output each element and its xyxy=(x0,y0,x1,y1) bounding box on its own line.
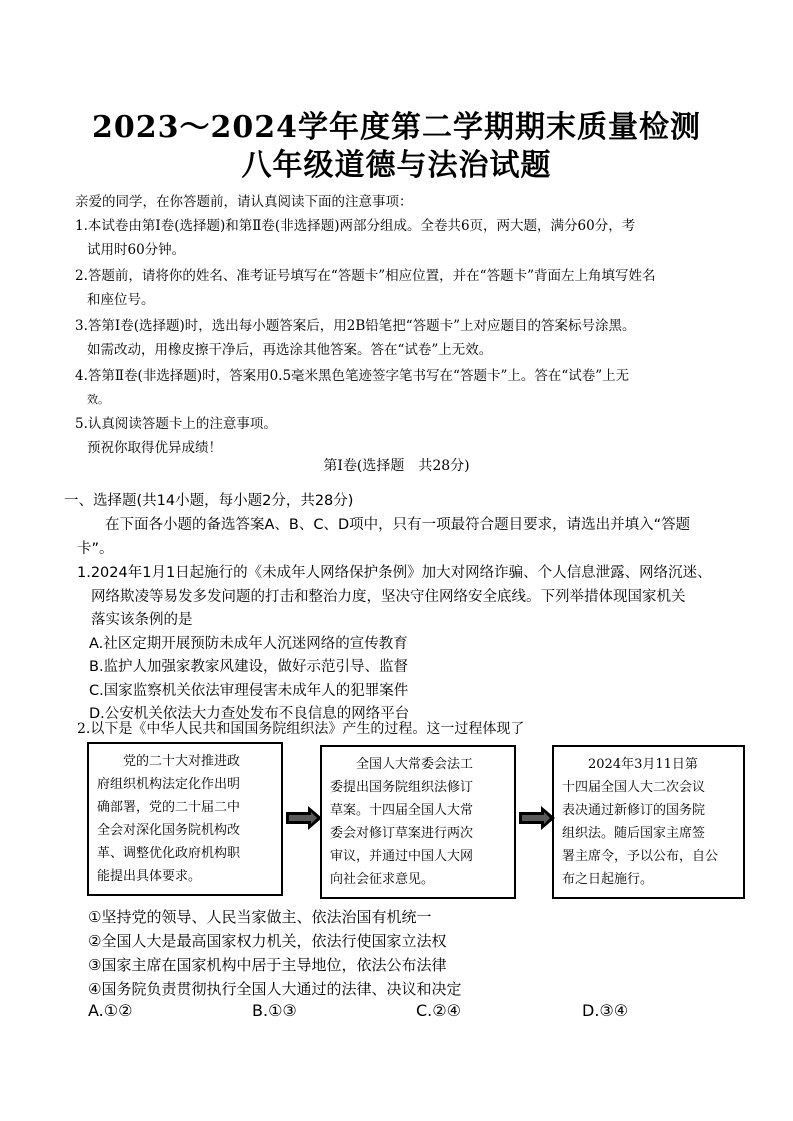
q1-option-d: D.公安机关依法大力查处发布不良信息的网络平台 xyxy=(89,706,410,722)
q1-stem-2: 网络欺凌等易发多发问题的打击和整治力度，坚决守住网络安全底线。下列举措体现国家机关 xyxy=(91,588,686,605)
arrow-right-icon xyxy=(519,806,555,830)
notice-item-4: 4.答第Ⅱ卷(非选择题)时，答案用0.5毫米黑色笔迹签字笔书写在“答题卡”上。答在“试卷”上无 xyxy=(75,368,630,384)
notice-item-5: 5.认真阅读答题卡上的注意事项。 xyxy=(75,416,277,432)
box3-line: 表决通过新修订的国务院 xyxy=(562,803,706,818)
box2-line: 委会对修订草案进行两次 xyxy=(330,826,474,841)
box2-line: 草案。十四届全国人大常 xyxy=(330,803,474,818)
box3-line: 2024年3月11日第 xyxy=(588,757,698,772)
q2-statement-4: ④国务院负责贯彻执行全国人大通过的法律、决议和决定 xyxy=(88,980,462,998)
q2-choice-a: A.①② xyxy=(88,1001,133,1020)
notice-item-1-cont: 试用时60分钟。 xyxy=(87,242,186,258)
q2-statement-2: ②全国人大是最高国家权力机关，依法行使国家立法权 xyxy=(88,932,447,950)
box3-line: 布之日起施行。 xyxy=(562,872,654,887)
notice-wish: 预祝你取得优异成绩！ xyxy=(87,440,222,456)
box1-line: 确部署，党的二十届二中 xyxy=(97,800,241,815)
section-heading: 第Ⅰ卷(选择题 共28分) xyxy=(323,458,470,474)
q2-stem: 2.以下是《中华人民共和国国务院组织法》产生的过程。这一过程体现了 xyxy=(77,721,525,737)
process-box-1 xyxy=(87,742,283,896)
arrow-right-icon xyxy=(286,806,322,830)
box2-line: 全国人大常委会法工 xyxy=(356,757,474,772)
box1-line: 府组织机构法定化作出明 xyxy=(97,777,241,792)
process-box-2 xyxy=(320,745,516,899)
instruction-line-2: 卡”。 xyxy=(77,540,114,557)
box1-line: 革、调整优化政府机构职 xyxy=(97,846,241,861)
box1-line: 全会对深化国务院机构改 xyxy=(97,823,241,838)
notice-item-3-cont: 如需改动，用橡皮擦干净后，再选涂其他答案。答在“试卷”上无效。 xyxy=(87,342,493,358)
instruction xyxy=(77,514,742,561)
exam-subtitle: 八年级道德与法治试题 xyxy=(241,148,552,183)
box2-line: 向社会征求意见。 xyxy=(330,872,435,887)
process-box-3 xyxy=(552,745,745,899)
notice-item-2: 2.答题前，请将你的姓名、准考证号填写在“答题卡”相应位置，并在“答题卡”背面左上角填写姓名 xyxy=(75,268,656,284)
exam-title: 2023～2024学年度第二学期期末质量检测 xyxy=(92,110,701,145)
box1-line: 党的二十大对推进政 xyxy=(123,754,241,769)
box1-line: 能提出具体要求。 xyxy=(97,869,202,884)
q2-statement-1: ①坚持党的领导、人民当家做主、依法治国有机统一 xyxy=(88,908,432,926)
q1-option-b: B.监护人加强家教家风建设，做好示范引导、监督 xyxy=(89,659,409,675)
q2-statement-3: ③国家主席在国家机构中居于主导地位，依法公布法律 xyxy=(88,956,447,974)
q2-choice-d: D.③④ xyxy=(582,1001,629,1020)
notice-item-1: 1.本试卷由第Ⅰ卷(选择题)和第Ⅱ卷(非选择题)两部分组成。全卷共6页，两大题，满分60分，考 xyxy=(75,218,636,234)
q1-stem-3: 落实该条例的是 xyxy=(91,612,193,628)
question-1 xyxy=(77,562,742,727)
q1-stem-1: 1.2024年1月1日起施行的《未成年人网络保护条例》加大对网络诈骗、个人信息泄露、网络沉迷、 xyxy=(77,565,712,581)
q1-option-a: A.社区定期开展预防未成年人沉迷网络的宣传教育 xyxy=(89,635,408,652)
q1-option-c: C.国家监察机关依法审理侵害未成年人的犯罪案件 xyxy=(89,682,409,699)
notice-greeting: 亲爱的同学，在你答题前，请认真阅读下面的注意事项： xyxy=(75,194,413,210)
box2-line: 委提出国务院组织法修订 xyxy=(330,780,474,795)
box3-line: 十四届全国人大二次会议 xyxy=(562,780,706,795)
q2-statements xyxy=(88,905,753,1001)
question-2-stem xyxy=(77,718,742,742)
instruction-line-1: 在下面各小题的备选答案A、B、C、D项中，只有一项最符合题目要求，请选出并填入“答题 xyxy=(105,517,691,533)
notice-block xyxy=(75,190,740,460)
q2-choice-c: C.②④ xyxy=(416,1001,461,1020)
notice-item-2-cont: 和座位号。 xyxy=(87,292,155,308)
box3-line: 组织法。随后国家主席签 xyxy=(562,826,706,841)
box2-line: 审议，并通过中国人大网 xyxy=(330,849,474,864)
notice-item-3: 3.答第Ⅰ卷(选择题)时，选出每小题答案后，用2B铅笔把“答题卡”上对应题目的答案标号涂黑。 xyxy=(75,318,636,334)
box3-line: 署主席令，予以公布，自公 xyxy=(562,849,719,864)
process-flow xyxy=(87,742,747,902)
notice-item-4-cont: 效。 xyxy=(87,393,109,406)
part-heading: 一、选择题(共14小题，每小题2分，共28分) xyxy=(64,493,354,509)
q2-choice-b: B.①③ xyxy=(252,1001,297,1020)
